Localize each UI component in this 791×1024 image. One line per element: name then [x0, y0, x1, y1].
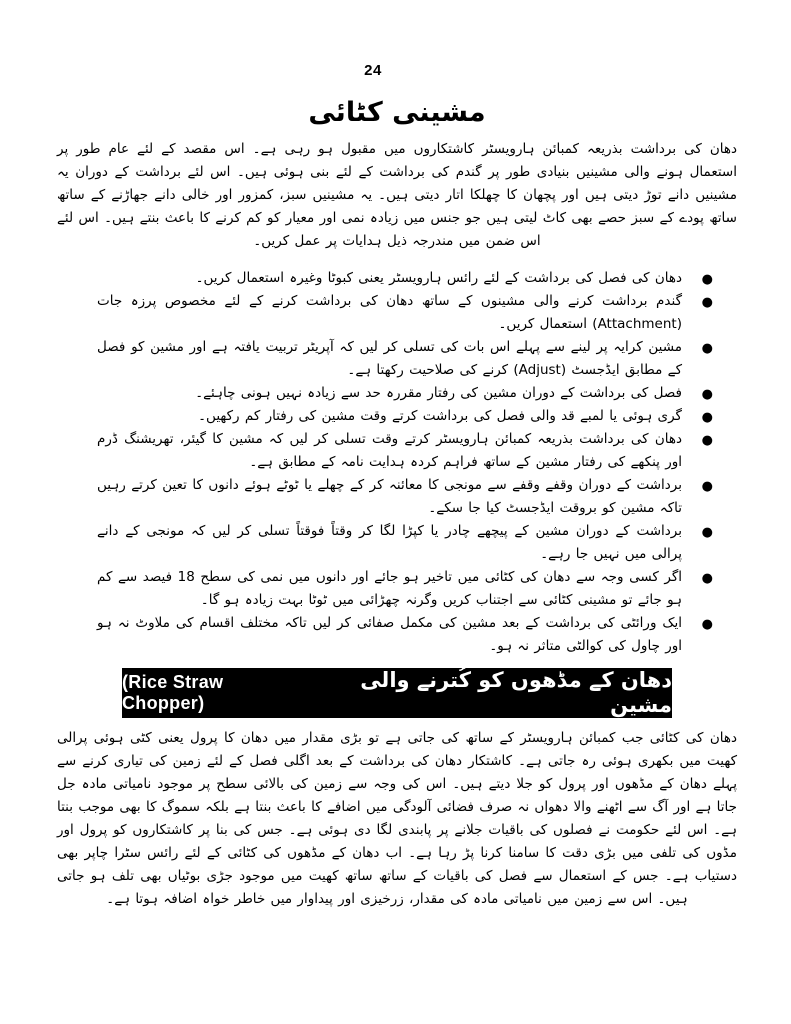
banner-english-title: (Rice Straw Chopper)	[122, 671, 224, 713]
bullet-icon: ●	[701, 524, 713, 540]
list-item-text: برداشت کے دوران مشین کے پیچھے چادر یا کپڑا لگا کر وقتاً فوقتاً تسلی کر لیں کہ مونجی کے دانے پرالی میں نہیں جا رہے۔	[97, 522, 682, 562]
bullet-icon: ●	[701, 340, 713, 356]
list-item	[57, 566, 737, 612]
page-number: 24	[364, 62, 382, 79]
list-item	[57, 290, 737, 336]
list-item-text: مشین کرایہ پر لینے سے پہلے اس بات کی تسلی کر لیں کہ آپریٹر تربیت یافتہ ہے اور مشین کو فصل کے مطابق ایڈجسٹ (Adjust) کرنے کی صلاحیت رکھتا ہے۔	[97, 338, 682, 378]
list-item-text: فصل کی برداشت کے دوران مشین کی رفتار مقررہ حد سے زیادہ نہیں ہونی چاہئے۔	[195, 384, 682, 401]
bullet-icon: ●	[701, 271, 713, 287]
bullet-icon: ●	[701, 409, 713, 425]
guidelines-list	[57, 267, 737, 658]
list-item	[57, 382, 737, 405]
list-item-text: برداشت کے دوران وقفے وقفے سے مونجی کا معائنہ کر کے چھلے یا ٹوٹے ہوئے دانوں کا تعین کرتے رہیں تاکہ مشین کو بروقت ایڈجسٹ کیا جا سکے۔	[97, 476, 682, 516]
bullet-icon: ●	[701, 432, 713, 448]
list-item	[57, 520, 737, 566]
page-title: مشینی کٹائی	[308, 97, 486, 128]
list-item	[57, 336, 737, 382]
list-item	[57, 612, 737, 658]
bullet-icon: ●	[701, 616, 713, 632]
list-item-text: اگر کسی وجہ سے دھان کی کٹائی میں تاخیر ہو جائے اور دانوں میں نمی کی سطح 18 فیصد سے کم ہو جائے تو مشینی کٹائی سے اجتناب کریں وگرنہ چھڑائی میں ٹوٹا بہت زیادہ ہو گا۔	[97, 568, 682, 608]
banner-urdu-title: دھان کے مڈھوں کو کُترنے والی مشین	[360, 667, 672, 717]
outro-paragraph: دھان کی کٹائی جب کمبائن ہارویسٹر کے ساتھ کی جاتی ہے تو بڑی مقدار میں دھان کا پرول یعنی کٹی ہوئی پرالی کھیت میں بکھری ہوئی رہ جاتی ہے۔ کاشتکار دھان کی برداشت کے بعد اگلی فصل کے لئے زمین کی تیاری کرنے سے پہلے دھان کے مڈھوں اور پرول کو جلا دیتے ہیں۔ اس کی وجہ سے زمین کی بالائی سطح پر موجود نامیاتی مادہ جل جاتا ہے اور آگ سے اٹھنے والا دھواں نہ صرف فضائی آلودگی میں اضافے کا باعث بنتا ہے بلکہ سموگ کا بھی موجب بنتا ہے۔ اس لئے حکومت نے فصلوں کی باقیات جلانے پر پابندی لگا دی ہوئی ہے۔ جس کی بنا پر کاشتکاروں کو پرول اور مڈوں کی تلفی میں بڑی دقت کا سامنا کرنا پڑ رہا ہے۔ اب دھان کے مڈھوں کی کٹائی کے لئے رائس سٹرا چاپر بھی دستیاب ہے۔ جس کے استعمال سے فصل کی باقیات کے ساتھ ساتھ کھیت میں موجود جڑی بوٹیاں بھی تلف ہو جاتی ہیں۔ اس سے زمین میں نامیاتی مادہ کی مقدار، زرخیزی اور پیداوار میں خاطر خواہ اضافہ ہوتا ہے۔	[57, 729, 737, 907]
page-content	[57, 0, 737, 924]
section-banner	[122, 668, 672, 718]
list-item-text: ایک ورائٹی کی برداشت کے بعد مشین کی مکمل صفائی کر لیں تاکہ مختلف اقسام کی ملاوٹ نہ ہو اور چاول کی کوالٹی متاثر نہ ہو۔	[97, 614, 682, 654]
list-item-text: گندم برداشت کرنے والی مشینوں کے ساتھ دھان کی برداشت کرنے کے لئے مخصوص پرزہ جات (Attachment) استعمال کریں۔	[97, 292, 682, 332]
bullet-icon: ●	[701, 478, 713, 494]
intro-paragraph: دھان کی برداشت بذریعہ کمبائن ہارویسٹر کاشتکاروں میں مقبول ہو رہی ہے۔ اس مقصد کے لئے عام طور پر استعمال ہونے والی مشینیں بنیادی طور پر گندم کی برداشت کے لئے بنی ہوئی ہیں۔ اس لئے برداشت کے دوران یہ مشینیں دانے توڑ دیتی ہیں اور پچھان کا چھلکا اتار دیتی ہیں۔ یہ مشینیں سبز، کمزور اور خالی دانے جھاڑنے کے ساتھ ساتھ پودے کے سبز حصے بھی کاٹ لیتی ہیں جو جنس میں زیادہ نمی اور معیار کو کم کرنے کا باعث بنتے ہیں۔ اس لئے اس ضمن میں مندرجہ ذیل ہدایات پر عمل کریں۔	[57, 141, 737, 250]
list-item	[57, 428, 737, 474]
bullet-icon: ●	[701, 386, 713, 402]
list-item-text: گری ہوئی یا لمبے قد والی فصل کی برداشت کرتے وقت مشین کی رفتار کم رکھیں۔	[198, 407, 682, 424]
list-item	[57, 267, 737, 290]
bullet-icon: ●	[701, 570, 713, 586]
bullet-icon: ●	[701, 294, 713, 310]
list-item	[57, 474, 737, 520]
list-item-text: دھان کی فصل کی برداشت کے لئے رائس ہارویسٹر یعنی کبوٹا وغیرہ استعمال کریں۔	[195, 269, 682, 286]
list-item-text: دھان کی برداشت بذریعہ کمبائن ہارویسٹر کرتے وقت تسلی کر لیں کہ مشین کا گیئر، تھریشنگ ڈرم اور پنکھے کی رفتار مشین کے ساتھ فراہم کردہ ہدایت نامہ کے مطابق ہے۔	[97, 430, 682, 470]
list-item	[57, 405, 737, 428]
